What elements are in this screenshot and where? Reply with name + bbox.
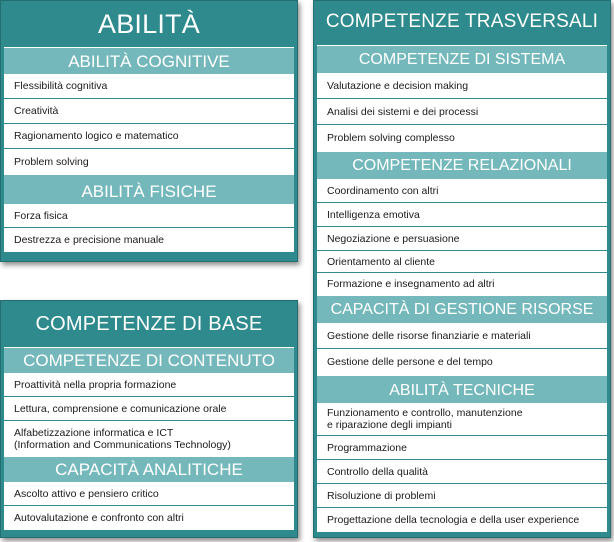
list-abilita-fisiche (4, 204, 294, 252)
list-competenze-di-sistema (317, 73, 607, 151)
list-capacita-di-gestione-risorse (317, 323, 607, 375)
list-competenze-di-contenuto (4, 373, 294, 456)
section-title-competenze-relazionali: COMPETENZE RELAZIONALI (317, 151, 607, 179)
panel-competenze-trasversali (313, 0, 611, 538)
panel-competenze-di-base (0, 300, 298, 538)
panel-title-competenze-trasversali: COMPETENZE TRASVERSALI (325, 11, 599, 32)
list-item: Formazione e insegnamento ad altri (327, 278, 495, 290)
list-item: Programmazione (317, 436, 607, 460)
section-title-abilita-fisiche: ABILITÀ FISICHE (4, 174, 294, 204)
list-item: Autovalutazione e confronto con altri (14, 512, 184, 524)
list-item: Risoluzione di problemi (317, 484, 607, 508)
list-item: Orientamento al cliente (317, 251, 607, 273)
list-item: Valutazione e decision making (317, 73, 607, 99)
section-title-capacita-analitiche: CAPACITÀ ANALITICHE (4, 456, 294, 482)
list-item: Forza fisica (4, 204, 294, 228)
list-abilita-tecniche (317, 403, 607, 532)
list-item: Lettura, comprensione e comunicazione orale (4, 397, 294, 421)
list-item: Proattività nella propria formazione (4, 373, 294, 397)
list-item: Controllo della qualità (317, 460, 607, 484)
list-item: Problem solving complesso (327, 132, 455, 144)
list-item: Coordinamento con altri (317, 179, 607, 203)
list-competenze-relazionali (317, 179, 607, 295)
list-item: Problem solving (14, 155, 89, 168)
list-item: Progettazione della tecnologia e della user experience (327, 514, 580, 526)
list-item: Destrezza e precisione manuale (14, 234, 164, 246)
section-title-capacita-di-gestione-risorse: CAPACITÀ DI GESTIONE RISORSE (317, 295, 607, 323)
section-title-abilita-tecniche: ABILITÀ TECNICHE (317, 375, 607, 403)
list-item: Funzionamento e controllo, manutenzione e riparazione degli impianti (317, 403, 607, 436)
list-item: Ascolto attivo e pensiero critico (4, 482, 294, 506)
list-item: Flessibilità cognitiva (4, 74, 294, 99)
section-title-abilita-cognitive: ABILITÀ COGNITIVE (4, 47, 294, 74)
list-item: Intelligenza emotiva (317, 203, 607, 227)
list-item: Alfabetizzazione informatica e ICT (Information and Communications Technology) (14, 426, 231, 451)
list-item: Gestione delle persone e del tempo (327, 356, 493, 368)
section-title-competenze-di-contenuto: COMPETENZE DI CONTENUTO (4, 347, 294, 373)
section-title-competenze-di-sistema: COMPETENZE DI SISTEMA (317, 45, 607, 73)
panel-title-competenze-di-base: COMPETENZE DI BASE (35, 313, 263, 335)
panel-title-abilita: ABILITÀ (98, 9, 200, 39)
list-item: Negoziazione e persuasione (317, 227, 607, 251)
list-item: Ragionamento logico e matematico (4, 124, 294, 149)
list-abilita-cognitive (4, 74, 294, 174)
list-item: Creatività (4, 99, 294, 124)
list-item: Analisi dei sistemi e dei processi (317, 99, 607, 125)
list-item: Gestione delle risorse finanziarie e materiali (317, 323, 607, 349)
panel-abilita (0, 0, 298, 262)
list-capacita-analitiche (4, 482, 294, 530)
